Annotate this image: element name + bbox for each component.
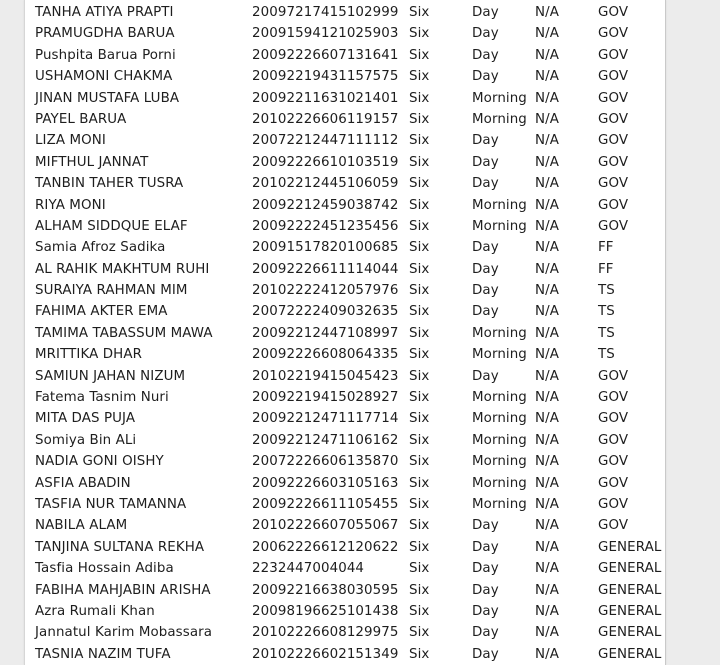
quota-cell: TS <box>598 304 615 320</box>
shift-cell: Day <box>472 603 499 619</box>
quota-cell: GOV <box>598 454 629 470</box>
student-name: SAMIUN JAHAN NIZUM <box>35 368 186 384</box>
table-row <box>25 23 665 44</box>
group-cell: N/A <box>535 475 559 491</box>
student-name: FAHIMA AKTER EMA <box>35 304 168 320</box>
class-cell: Six <box>409 625 430 641</box>
table-row <box>25 430 665 451</box>
table-row <box>25 237 665 258</box>
registration-number: 20102219415045423 <box>252 368 399 384</box>
quota-cell: FF <box>598 261 614 277</box>
registration-number: 20072222409032635 <box>252 304 399 320</box>
table-row <box>25 580 665 601</box>
table-row <box>25 537 665 558</box>
registration-number: 20092226610103519 <box>252 154 399 170</box>
group-cell: N/A <box>535 218 559 234</box>
student-name: MRITTIKA DHAR <box>35 347 142 363</box>
group-cell: N/A <box>535 325 559 341</box>
shift-cell: Day <box>472 176 499 192</box>
student-name: TASFIA NUR TAMANNA <box>35 496 187 512</box>
registration-number: 20062226612120622 <box>252 539 399 555</box>
class-cell: Six <box>409 47 430 63</box>
class-cell: Six <box>409 325 430 341</box>
group-cell: N/A <box>535 454 559 470</box>
registration-number: 20092212447108997 <box>252 325 399 341</box>
shift-cell: Day <box>472 154 499 170</box>
group-cell: N/A <box>535 561 559 577</box>
registration-number: 20092222451235456 <box>252 218 399 234</box>
group-cell: N/A <box>535 432 559 448</box>
shift-cell: Day <box>472 561 499 577</box>
class-cell: Six <box>409 261 430 277</box>
class-cell: Six <box>409 603 430 619</box>
class-cell: Six <box>409 432 430 448</box>
group-cell: N/A <box>535 240 559 256</box>
quota-cell: TS <box>598 325 615 341</box>
group-cell: N/A <box>535 390 559 406</box>
table-row <box>25 494 665 515</box>
table-row <box>25 259 665 280</box>
student-name: Fatema Tasnim Nuri <box>35 390 169 406</box>
group-cell: N/A <box>535 47 559 63</box>
registration-number: 20072226606135870 <box>252 454 399 470</box>
quota-cell: TS <box>598 283 615 299</box>
table-row <box>25 601 665 622</box>
registration-number: 20092212471106162 <box>252 432 399 448</box>
student-name: TANBIN TAHER TUSRA <box>35 176 184 192</box>
student-name: Jannatul Karim Mobassara <box>35 625 213 641</box>
quota-cell: FF <box>598 240 614 256</box>
registration-number: 20092212471117714 <box>252 411 399 427</box>
student-name: TANHA ATIYA PRAPTI <box>35 5 174 20</box>
group-cell: N/A <box>535 283 559 299</box>
group-cell: N/A <box>535 304 559 320</box>
class-cell: Six <box>409 539 430 555</box>
shift-cell: Day <box>472 5 499 20</box>
group-cell: N/A <box>535 133 559 149</box>
student-name: Tasfia Hossain Adiba <box>35 561 174 577</box>
table-row <box>25 152 665 173</box>
shift-cell: Morning <box>472 496 527 512</box>
class-cell: Six <box>409 454 430 470</box>
group-cell: N/A <box>535 539 559 555</box>
registration-number: 20092211631021401 <box>252 90 399 106</box>
group-cell: N/A <box>535 69 559 85</box>
class-cell: Six <box>409 283 430 299</box>
shift-cell: Day <box>472 539 499 555</box>
group-cell: N/A <box>535 368 559 384</box>
class-cell: Six <box>409 582 430 598</box>
student-name: PRAMUGDHA BARUA <box>35 26 175 42</box>
quota-cell: GOV <box>598 111 629 127</box>
group-cell: N/A <box>535 625 559 641</box>
table-row <box>25 387 665 408</box>
table-row <box>25 344 665 365</box>
class-cell: Six <box>409 69 430 85</box>
shift-cell: Morning <box>472 454 527 470</box>
table-row <box>25 558 665 579</box>
student-name: AL RAHIK MAKHTUM RUHI <box>35 261 210 277</box>
registration-number: 2232447004044 <box>252 561 365 577</box>
registration-number: 20092226603105163 <box>252 475 399 491</box>
registration-number: 20102212445106059 <box>252 176 399 192</box>
shift-cell: Morning <box>472 347 527 363</box>
group-cell: N/A <box>535 90 559 106</box>
registration-number: 20092219431157575 <box>252 69 399 85</box>
class-cell: Six <box>409 411 430 427</box>
table-row <box>25 366 665 387</box>
student-name: USHAMONI CHAKMA <box>35 69 173 85</box>
student-name: JINAN MUSTAFA LUBA <box>35 90 180 106</box>
shift-cell: Day <box>472 625 499 641</box>
table-row <box>25 644 665 665</box>
registration-number: 20092226611114044 <box>252 261 399 277</box>
group-cell: N/A <box>535 603 559 619</box>
registration-number: 20072212447111112 <box>252 133 399 149</box>
class-cell: Six <box>409 26 430 42</box>
table-row <box>25 473 665 494</box>
table-row <box>25 2 665 23</box>
shift-cell: Morning <box>472 390 527 406</box>
student-name: Pushpita Barua Porni <box>35 47 176 63</box>
table-row <box>25 216 665 237</box>
quota-cell: GENERAL <box>598 561 662 577</box>
student-name: MITA DAS PUJA <box>35 411 136 427</box>
group-cell: N/A <box>535 518 559 534</box>
group-cell: N/A <box>535 347 559 363</box>
quota-cell: GOV <box>598 432 629 448</box>
group-cell: N/A <box>535 111 559 127</box>
quota-cell: GOV <box>598 390 629 406</box>
quota-cell: GOV <box>598 47 629 63</box>
shift-cell: Morning <box>472 197 527 213</box>
student-name: ASFIA ABADIN <box>35 475 131 491</box>
class-cell: Six <box>409 347 430 363</box>
table-row <box>25 280 665 301</box>
student-name: MIFTHUL JANNAT <box>35 154 149 170</box>
quota-cell: TS <box>598 347 615 363</box>
shift-cell: Morning <box>472 218 527 234</box>
student-name: TAMIMA TABASSUM MAWA <box>35 325 213 341</box>
quota-cell: GOV <box>598 368 629 384</box>
student-name: LIZA MONI <box>35 133 106 149</box>
shift-cell: Day <box>472 261 499 277</box>
quota-cell: GENERAL <box>598 603 662 619</box>
group-cell: N/A <box>535 5 559 20</box>
class-cell: Six <box>409 5 430 20</box>
shift-cell: Day <box>472 582 499 598</box>
quota-cell: GENERAL <box>598 582 662 598</box>
group-cell: N/A <box>535 411 559 427</box>
class-cell: Six <box>409 218 430 234</box>
shift-cell: Day <box>472 69 499 85</box>
class-cell: Six <box>409 496 430 512</box>
registration-number: 20092219415028927 <box>252 390 399 406</box>
table-row <box>25 130 665 151</box>
quota-cell: GOV <box>598 518 629 534</box>
shift-cell: Day <box>472 304 499 320</box>
class-cell: Six <box>409 133 430 149</box>
table-row <box>25 88 665 109</box>
table-row <box>25 515 665 536</box>
quota-cell: GOV <box>598 197 629 213</box>
quota-cell: GENERAL <box>598 646 662 662</box>
quota-cell: GOV <box>598 26 629 42</box>
shift-cell: Day <box>472 518 499 534</box>
class-cell: Six <box>409 240 430 256</box>
group-cell: N/A <box>535 26 559 42</box>
class-cell: Six <box>409 176 430 192</box>
registration-number: 20092226608064335 <box>252 347 399 363</box>
table-row <box>25 195 665 216</box>
student-name: Samia Afroz Sadika <box>35 240 166 256</box>
quota-cell: GOV <box>598 154 629 170</box>
quota-cell: GOV <box>598 90 629 106</box>
registration-number: 20102226606119157 <box>252 111 399 127</box>
class-cell: Six <box>409 90 430 106</box>
registration-number: 20097217415102999 <box>252 5 399 20</box>
class-cell: Six <box>409 475 430 491</box>
student-name: Azra Rumali Khan <box>35 603 155 619</box>
student-name: SURAIYA RAHMAN MIM <box>35 283 188 299</box>
class-cell: Six <box>409 646 430 662</box>
student-name: ALHAM SIDDQUE ELAF <box>35 218 188 234</box>
table-row <box>25 109 665 130</box>
class-cell: Six <box>409 368 430 384</box>
quota-cell: GENERAL <box>598 625 662 641</box>
class-cell: Six <box>409 197 430 213</box>
student-name: PAYEL BARUA <box>35 111 127 127</box>
shift-cell: Day <box>472 283 499 299</box>
shift-cell: Morning <box>472 432 527 448</box>
student-name: RIYA MONI <box>35 197 106 213</box>
result-table <box>25 2 665 665</box>
registration-number: 20092212459038742 <box>252 197 399 213</box>
registration-number: 20092226607131641 <box>252 47 399 63</box>
table-row <box>25 408 665 429</box>
student-name: TANJINA SULTANA REKHA <box>35 539 205 555</box>
results-sheet <box>24 0 666 665</box>
group-cell: N/A <box>535 261 559 277</box>
quota-cell: GOV <box>598 475 629 491</box>
table-row <box>25 301 665 322</box>
registration-number: 20091517820100685 <box>252 240 399 256</box>
class-cell: Six <box>409 154 430 170</box>
registration-number: 20102226608129975 <box>252 625 399 641</box>
registration-number: 20102226602151349 <box>252 646 399 662</box>
registration-number: 20092226611105455 <box>252 496 399 512</box>
group-cell: N/A <box>535 582 559 598</box>
shift-cell: Morning <box>472 111 527 127</box>
student-name: Somiya Bin ALi <box>35 432 137 448</box>
quota-cell: GOV <box>598 176 629 192</box>
quota-cell: GOV <box>598 496 629 512</box>
shift-cell: Morning <box>472 90 527 106</box>
shift-cell: Morning <box>472 411 527 427</box>
quota-cell: GOV <box>598 218 629 234</box>
student-name: NADIA GONI OISHY <box>35 454 164 470</box>
table-row <box>25 451 665 472</box>
registration-number: 20091594121025903 <box>252 26 399 42</box>
registration-number: 20092216638030595 <box>252 582 399 598</box>
class-cell: Six <box>409 518 430 534</box>
registration-number: 20102226607055067 <box>252 518 399 534</box>
quota-cell: GOV <box>598 5 629 20</box>
shift-cell: Morning <box>472 475 527 491</box>
shift-cell: Day <box>472 47 499 63</box>
student-name: NABILA ALAM <box>35 518 128 534</box>
shift-cell: Day <box>472 133 499 149</box>
quota-cell: GOV <box>598 411 629 427</box>
table-row <box>25 622 665 643</box>
registration-number: 20102222412057976 <box>252 283 399 299</box>
quota-cell: GENERAL <box>598 539 662 555</box>
table-row <box>25 323 665 344</box>
shift-cell: Morning <box>472 325 527 341</box>
shift-cell: Day <box>472 240 499 256</box>
class-cell: Six <box>409 111 430 127</box>
group-cell: N/A <box>535 154 559 170</box>
class-cell: Six <box>409 304 430 320</box>
quota-cell: GOV <box>598 133 629 149</box>
group-cell: N/A <box>535 646 559 662</box>
table-row <box>25 66 665 87</box>
shift-cell: Day <box>472 26 499 42</box>
table-row <box>25 45 665 66</box>
table-row <box>25 173 665 194</box>
group-cell: N/A <box>535 496 559 512</box>
student-name: FABIHA MAHJABIN ARISHA <box>35 582 211 598</box>
class-cell: Six <box>409 390 430 406</box>
shift-cell: Day <box>472 368 499 384</box>
group-cell: N/A <box>535 176 559 192</box>
student-name: TASNIA NAZIM TUFA <box>35 646 171 662</box>
registration-number: 20098196625101438 <box>252 603 399 619</box>
class-cell: Six <box>409 561 430 577</box>
shift-cell: Day <box>472 646 499 662</box>
quota-cell: GOV <box>598 69 629 85</box>
group-cell: N/A <box>535 197 559 213</box>
